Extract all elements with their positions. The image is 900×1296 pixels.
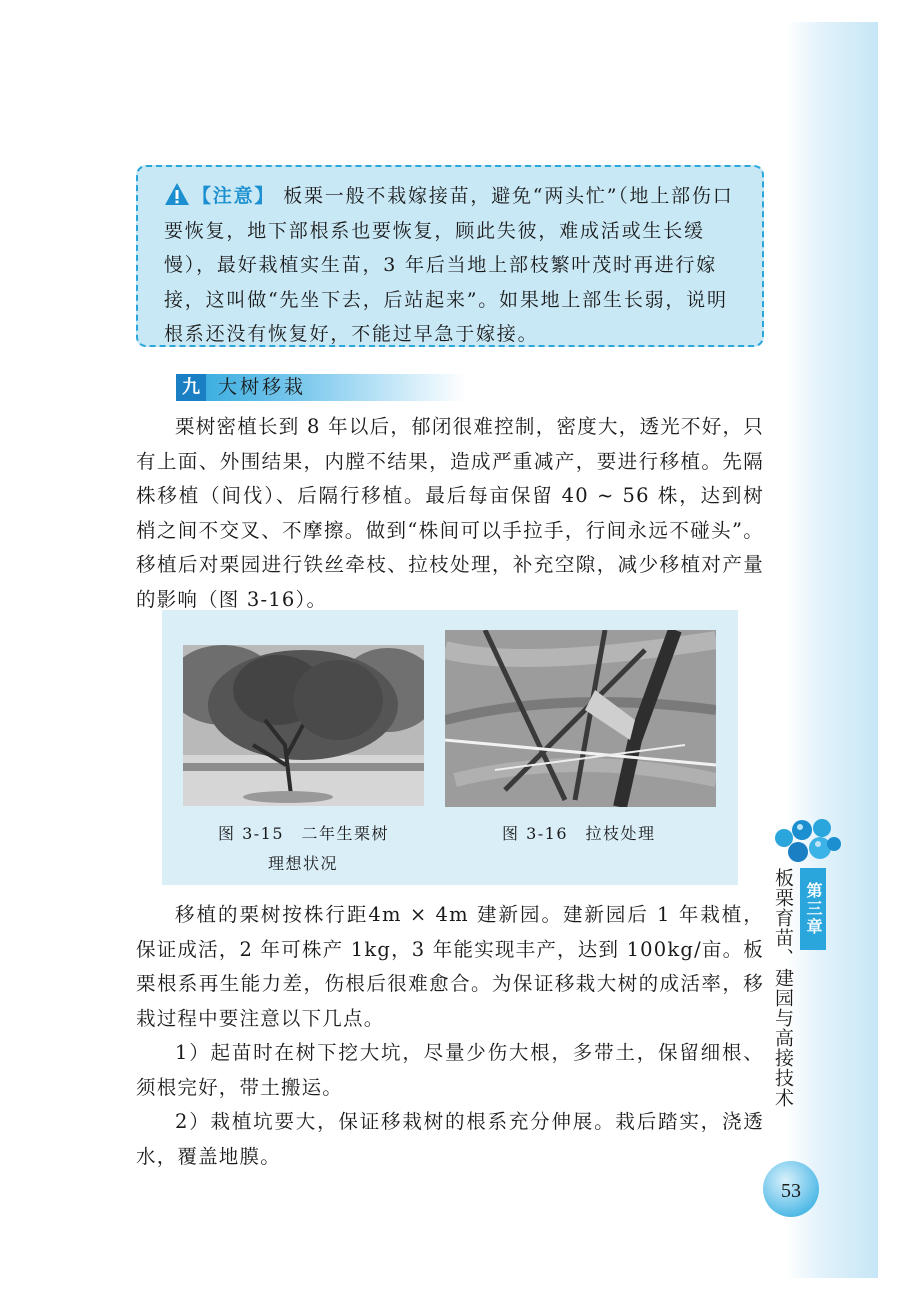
- paragraph-2: 移植的栗树按株行距4m × 4m 建新园。建新园后 1 年栽植，保证成活，2 年可株产 1kg，3 年能实现丰产，达到 100kg/亩。板栗根系再生能力差，伤根后很难愈合。为保证移栽大树的成活率，移栽过程中要注意以下几点。: [136, 903, 764, 1030]
- chestnut-berries-icon: [772, 816, 842, 866]
- warning-icon: [164, 182, 190, 206]
- branch-pulling-photo: [445, 630, 716, 807]
- note-box: [136, 165, 764, 347]
- page-side-band: [786, 22, 878, 1278]
- paragraph-1: 栗树密植长到 8 年以后，郁闭很难控制，密度大，透光不好，只有上面、外围结果，内膛不结果，造成严重减产，要进行移植。先隔株移植（间伐）、后隔行移植。最后每亩保留 40 ~ 56 株，达到树梢之间不交叉、不摩擦。做到“株间可以手拉手，行间永远不碰头”。移植后对栗园进行铁丝牵枝、拉枝处理，补充空隙，减少移植对产量的影响（图 3-16）。: [136, 415, 764, 611]
- paragraph-4: 2）栽植坑要大，保证移栽树的根系充分伸展。栽后踏实，浇透水，覆盖地膜。: [136, 1110, 764, 1168]
- figure-3-15-caption-line2: 理想状况: [268, 854, 339, 873]
- chapter-title: 板栗育苗、建园与高接技术: [772, 868, 794, 1108]
- page-number: 53: [781, 1180, 801, 1202]
- section-number: 九: [176, 374, 206, 401]
- section-title: 大树移栽: [218, 376, 307, 398]
- figure-panel: [162, 610, 738, 885]
- figure-3-15-caption: 图 3-15 二年生栗树: [218, 824, 390, 843]
- note-text: 板栗一般不栽嫁接苗，避免“两头忙”（地上部伤口要恢复，地下部根系也要恢复，顾此失彼，难成活或生长缓慢），最好栽植实生苗，3 年后当地上部枝繁叶茂时再进行嫁接，这叫做“先坐下去，后站起来”。如果地上部生长弱，说明根系还没有恢复好，不能过早急于嫁接。: [164, 185, 734, 345]
- section-heading: [176, 374, 466, 401]
- figure-3-16-caption: 图 3-16 拉枝处理: [502, 824, 656, 843]
- chapter-label: 第三章: [800, 868, 826, 950]
- note-title: 【注意】: [192, 185, 276, 207]
- paragraph-3: 1）起苗时在树下挖大坑，尽量少伤大根，多带土，保留细根、须根完好，带土搬运。: [136, 1041, 764, 1099]
- chestnut-tree-photo: [183, 645, 424, 806]
